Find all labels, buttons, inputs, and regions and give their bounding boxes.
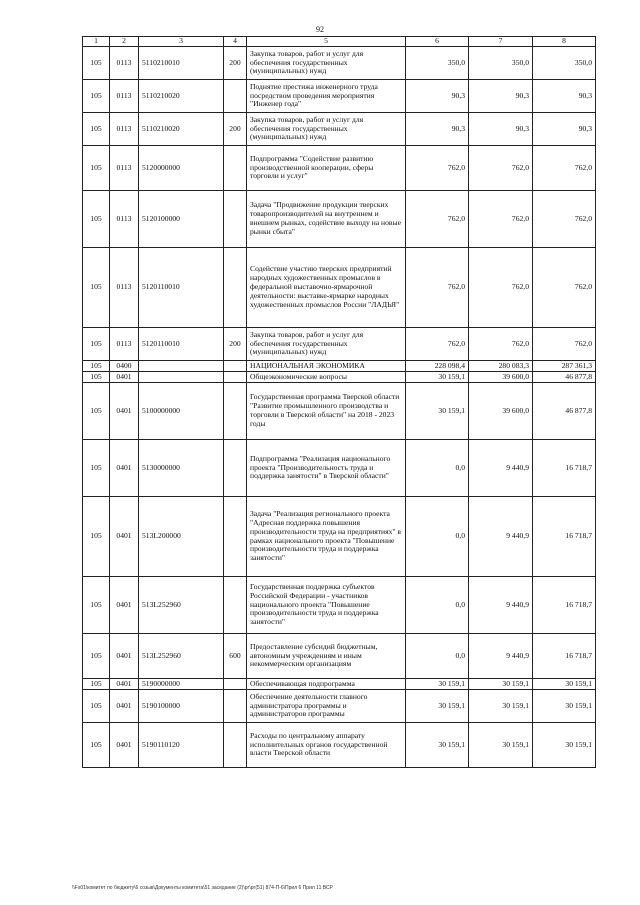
row-section: 0401 [110, 372, 139, 383]
row-amount-2021: 0,0 [406, 577, 469, 634]
row-section: 0401 [110, 690, 139, 723]
row-amount-2021: 30 159,1 [406, 372, 469, 383]
row-amount-2023: 46 877,8 [533, 383, 596, 440]
row-expense-type [224, 361, 247, 372]
row-amount-2021: 90,3 [406, 113, 469, 146]
table-body [83, 47, 596, 768]
row-description: Содействие участию тверских предприятий народных художественных промыслов в федеральной выставочно-ярмарочной деятельности: выставке-ярмарке народных художественных промыслов России "ЛАДЬЯ" [247, 248, 406, 328]
row-chapter: 105 [83, 440, 110, 497]
column-header: 4 [224, 37, 247, 47]
row-amount-2023: 16 718,7 [533, 440, 596, 497]
row-description: Подпрограмма "Реализация национального проекта "Производительность труда и поддержка занятости" в Тверской области" [247, 440, 406, 497]
row-amount-2021: 762,0 [406, 146, 469, 191]
row-section: 0401 [110, 723, 139, 768]
row-chapter: 105 [83, 634, 110, 679]
row-amount-2023: 16 718,7 [533, 577, 596, 634]
row-amount-2023: 287 361,3 [533, 361, 596, 372]
row-chapter: 105 [83, 328, 110, 361]
row-section: 0113 [110, 80, 139, 113]
row-section: 0113 [110, 248, 139, 328]
row-description: Общеэкономические вопросы [247, 372, 406, 383]
row-expense-type [224, 440, 247, 497]
row-amount-2022: 762,0 [469, 191, 533, 248]
row-amount-2023: 350,0 [533, 47, 596, 80]
table-header-row [83, 37, 596, 47]
row-chapter: 105 [83, 577, 110, 634]
row-target-article: 513L200000 [139, 497, 224, 577]
row-target-article [139, 361, 224, 372]
row-section: 0401 [110, 577, 139, 634]
row-amount-2022: 762,0 [469, 248, 533, 328]
row-description: НАЦИОНАЛЬНАЯ ЭКОНОМИКА [247, 361, 406, 372]
row-section: 0401 [110, 383, 139, 440]
column-header: 1 [83, 37, 110, 47]
row-amount-2023: 16 718,7 [533, 497, 596, 577]
page-number: 92 [316, 25, 324, 34]
row-description: Государственная программа Тверской области "Развитие промышленного производства и торговли в Тверской области" на 2018 - 2023 годы [247, 383, 406, 440]
table-row [83, 383, 596, 440]
row-description: Предоставление субсидий бюджетным, автономным учреждениям и иным некоммерческим организациям [247, 634, 406, 679]
row-amount-2022: 9 440,9 [469, 440, 533, 497]
table-row [83, 577, 596, 634]
row-expense-type [224, 679, 247, 690]
row-target-article [139, 372, 224, 383]
row-amount-2021: 350,0 [406, 47, 469, 80]
row-amount-2021: 30 159,1 [406, 690, 469, 723]
table-row [83, 328, 596, 361]
table-row [83, 634, 596, 679]
row-amount-2022: 30 159,1 [469, 723, 533, 768]
row-amount-2023: 30 159,1 [533, 723, 596, 768]
row-expense-type: 600 [224, 634, 247, 679]
row-amount-2021: 0,0 [406, 440, 469, 497]
row-expense-type [224, 690, 247, 723]
row-expense-type [224, 146, 247, 191]
table-row [83, 361, 596, 372]
row-section: 0401 [110, 634, 139, 679]
budget-table [82, 36, 596, 768]
row-expense-type [224, 80, 247, 113]
column-header: 2 [110, 37, 139, 47]
row-amount-2021: 228 098,4 [406, 361, 469, 372]
row-amount-2021: 762,0 [406, 191, 469, 248]
row-section: 0113 [110, 328, 139, 361]
row-section: 0113 [110, 191, 139, 248]
row-amount-2021: 30 159,1 [406, 679, 469, 690]
row-target-article: 5110210020 [139, 113, 224, 146]
row-chapter: 105 [83, 113, 110, 146]
row-amount-2022: 30 159,1 [469, 690, 533, 723]
row-amount-2023: 30 159,1 [533, 679, 596, 690]
row-description: Закупка товаров, работ и услуг для обеспечения государственных (муниципальных) нужд [247, 328, 406, 361]
row-expense-type [224, 248, 247, 328]
row-section: 0113 [110, 47, 139, 80]
row-target-article: 5190100000 [139, 690, 224, 723]
row-amount-2023: 762,0 [533, 248, 596, 328]
row-amount-2022: 762,0 [469, 328, 533, 361]
row-amount-2022: 762,0 [469, 146, 533, 191]
row-expense-type [224, 372, 247, 383]
row-target-article: 5190000000 [139, 679, 224, 690]
row-amount-2023: 16 718,7 [533, 634, 596, 679]
row-amount-2021: 0,0 [406, 634, 469, 679]
table-row [83, 191, 596, 248]
row-chapter: 105 [83, 146, 110, 191]
row-description: Расходы по центральному аппарату исполнительных органов государственной власти Тверской области [247, 723, 406, 768]
row-description: Задача "Реализация регионального проекта "Адресная поддержка повышения производительности труда на предприятиях" в рамках национального проекта "Повышение производительности труда и поддержка занятости" [247, 497, 406, 577]
table-row [83, 679, 596, 690]
row-chapter: 105 [83, 497, 110, 577]
row-amount-2022: 90,3 [469, 113, 533, 146]
row-amount-2021: 30 159,1 [406, 723, 469, 768]
row-description: Обеспечение деятельности главного администратора программы и администраторов программы [247, 690, 406, 723]
row-expense-type: 200 [224, 113, 247, 146]
row-amount-2021: 30 159,1 [406, 383, 469, 440]
row-amount-2022: 90,3 [469, 80, 533, 113]
table-row [83, 47, 596, 80]
row-expense-type: 200 [224, 328, 247, 361]
row-amount-2022: 9 440,9 [469, 497, 533, 577]
table-row [83, 690, 596, 723]
table-row [83, 440, 596, 497]
row-chapter: 105 [83, 383, 110, 440]
row-amount-2022: 280 083,3 [469, 361, 533, 372]
table-row [83, 113, 596, 146]
row-section: 0401 [110, 497, 139, 577]
row-target-article: 5120000000 [139, 146, 224, 191]
row-section: 0113 [110, 113, 139, 146]
row-description: Обеспечивающая подпрограмма [247, 679, 406, 690]
row-description: Поднятие престижа инженерного труда посредством проведения мероприятия "Инженер года" [247, 80, 406, 113]
column-header: 3 [139, 37, 224, 47]
row-amount-2023: 90,3 [533, 80, 596, 113]
row-description: Подпрограмма "Содействие развитию производственной кооперации, сферы торговли и услуг" [247, 146, 406, 191]
row-chapter: 105 [83, 690, 110, 723]
row-amount-2023: 762,0 [533, 191, 596, 248]
row-amount-2022: 350,0 [469, 47, 533, 80]
row-target-article: 5120100000 [139, 191, 224, 248]
row-chapter: 105 [83, 191, 110, 248]
row-expense-type [224, 497, 247, 577]
row-amount-2023: 762,0 [533, 146, 596, 191]
row-target-article: 5110210020 [139, 80, 224, 113]
row-chapter: 105 [83, 723, 110, 768]
row-amount-2022: 39 600,0 [469, 372, 533, 383]
table-row [83, 146, 596, 191]
row-target-article: 513L252960 [139, 634, 224, 679]
row-expense-type [224, 723, 247, 768]
row-amount-2023: 90,3 [533, 113, 596, 146]
row-chapter: 105 [83, 80, 110, 113]
row-target-article: 5110210010 [139, 47, 224, 80]
column-header: 8 [533, 37, 596, 47]
row-amount-2022: 39 600,0 [469, 383, 533, 440]
row-expense-type [224, 383, 247, 440]
table-row [83, 497, 596, 577]
row-chapter: 105 [83, 248, 110, 328]
footer-file-path: \\Fs01\комитет по бюджету\6 созыв\Документы комитета\51 заседание (2)\рг\рг(51) 874-П-6\Прил 6 Прил 11 ВСР [72, 885, 333, 891]
row-description: Закупка товаров, работ и услуг для обеспечения государственных (муниципальных) нужд [247, 113, 406, 146]
column-header: 5 [247, 37, 406, 47]
table-row [83, 80, 596, 113]
row-chapter: 105 [83, 361, 110, 372]
row-target-article: 513L252960 [139, 577, 224, 634]
row-amount-2023: 762,0 [533, 328, 596, 361]
row-amount-2021: 90,3 [406, 80, 469, 113]
row-target-article: 5130000000 [139, 440, 224, 497]
row-amount-2022: 9 440,9 [469, 634, 533, 679]
row-target-article: 5100000000 [139, 383, 224, 440]
table-row [83, 248, 596, 328]
column-header: 6 [406, 37, 469, 47]
row-chapter: 105 [83, 679, 110, 690]
row-amount-2023: 30 159,1 [533, 690, 596, 723]
row-section: 0401 [110, 440, 139, 497]
row-amount-2021: 762,0 [406, 248, 469, 328]
row-target-article: 5120110010 [139, 328, 224, 361]
row-chapter: 105 [83, 47, 110, 80]
row-amount-2022: 9 440,9 [469, 577, 533, 634]
row-description: Закупка товаров, работ и услуг для обеспечения государственных (муниципальных) нужд [247, 47, 406, 80]
table-row [83, 723, 596, 768]
row-amount-2021: 762,0 [406, 328, 469, 361]
row-target-article: 5190110120 [139, 723, 224, 768]
row-section: 0401 [110, 679, 139, 690]
row-description: Задача "Продвижение продукции тверских товаропроизводителей на внутреннем и внешнем рынках, содействие выходу на новые рынки сбыта" [247, 191, 406, 248]
row-amount-2021: 0,0 [406, 497, 469, 577]
row-expense-type [224, 577, 247, 634]
row-expense-type [224, 191, 247, 248]
column-header: 7 [469, 37, 533, 47]
row-section: 0400 [110, 361, 139, 372]
row-amount-2022: 30 159,1 [469, 679, 533, 690]
row-chapter: 105 [83, 372, 110, 383]
table-row [83, 372, 596, 383]
row-description: Государственная поддержка субъектов Российской Федерации - участников национального проекта "Повышение производительности труда и поддержка занятости" [247, 577, 406, 634]
row-target-article: 5120110010 [139, 248, 224, 328]
row-expense-type: 200 [224, 47, 247, 80]
row-amount-2023: 46 877,8 [533, 372, 596, 383]
row-section: 0113 [110, 146, 139, 191]
